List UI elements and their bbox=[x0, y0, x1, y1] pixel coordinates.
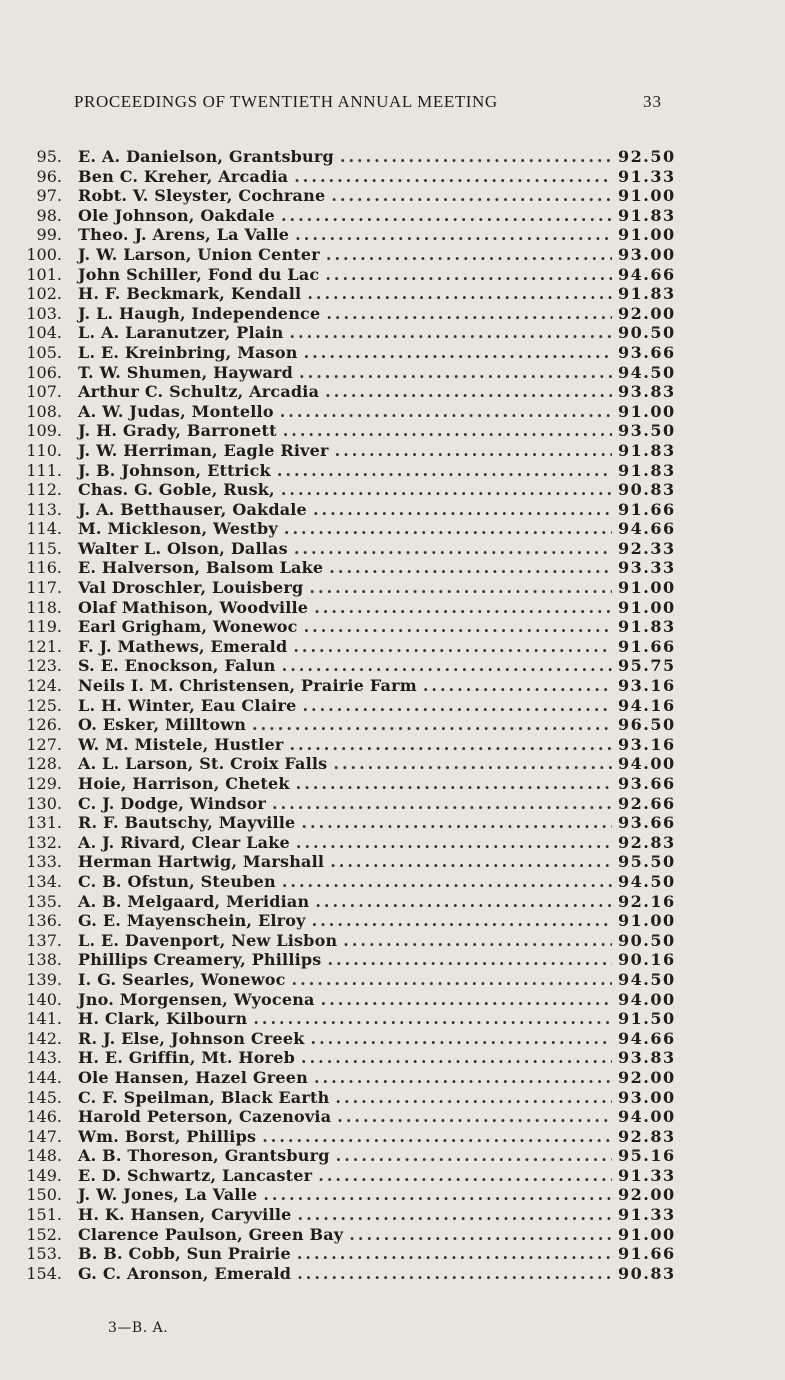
list-item bbox=[14, 833, 674, 853]
entry-number: 150. bbox=[26, 1185, 62, 1205]
list-item bbox=[14, 363, 674, 383]
dot-leader bbox=[281, 480, 612, 500]
dot-leader bbox=[331, 186, 612, 206]
list-item bbox=[14, 656, 674, 676]
dot-leader bbox=[292, 970, 612, 990]
list-item bbox=[14, 245, 674, 265]
list-item bbox=[14, 813, 674, 833]
list-item bbox=[14, 950, 674, 970]
entry-name: H. F. Beckmark, Kendall bbox=[78, 284, 302, 304]
entry-number: 98. bbox=[36, 205, 62, 225]
entry-name: Robt. V. Sleyster, Cochrane bbox=[78, 186, 326, 206]
dot-leader bbox=[336, 1146, 612, 1166]
dot-leader bbox=[280, 402, 612, 422]
entry-number: 140. bbox=[26, 989, 62, 1009]
entry-number: 117. bbox=[26, 578, 62, 598]
entry-score: 94.66 bbox=[618, 519, 676, 539]
entry-number: 106. bbox=[26, 362, 62, 382]
list-item bbox=[14, 304, 674, 324]
entry-number: 148. bbox=[26, 1146, 62, 1166]
entry-number: 129. bbox=[26, 774, 62, 793]
entry-score: 91.00 bbox=[618, 225, 676, 245]
entry-name: John Schiller, Fond du Lac bbox=[78, 264, 320, 284]
dot-leader bbox=[299, 363, 612, 383]
dot-leader bbox=[304, 617, 612, 637]
entry-score: 91.00 bbox=[618, 597, 676, 617]
dot-leader bbox=[326, 304, 612, 324]
entry-name: E. Halverson, Balsom Lake bbox=[78, 558, 324, 578]
entry-number: 105. bbox=[26, 342, 62, 362]
entry-score: 91.50 bbox=[618, 1009, 676, 1029]
entry-number: 100. bbox=[26, 244, 62, 264]
dot-leader bbox=[262, 1127, 612, 1147]
entry-number: 149. bbox=[26, 1165, 62, 1185]
entry-score: 94.16 bbox=[618, 695, 676, 715]
entry-score: 91.00 bbox=[618, 401, 676, 421]
entry-score: 91.83 bbox=[618, 205, 676, 225]
entry-score: 92.50 bbox=[618, 147, 676, 166]
entry-name: Earl Grigham, Wonewoc bbox=[78, 617, 298, 637]
entry-name: J. A. Betthauser, Oakdale bbox=[78, 499, 307, 519]
entry-score: 91.33 bbox=[618, 1205, 676, 1225]
entry-number: 146. bbox=[26, 1107, 62, 1127]
entry-score: 92.00 bbox=[618, 303, 676, 323]
list-item bbox=[14, 735, 674, 755]
entry-score: 90.16 bbox=[618, 950, 676, 970]
entry-score: 92.83 bbox=[618, 1126, 676, 1146]
entry-number: 127. bbox=[26, 734, 62, 754]
entry-number: 103. bbox=[26, 303, 62, 323]
entry-score: 92.16 bbox=[618, 891, 676, 911]
entry-score: 94.50 bbox=[618, 969, 676, 989]
list-item bbox=[14, 911, 674, 931]
entry-number: 109. bbox=[26, 421, 62, 441]
dot-leader bbox=[301, 813, 612, 833]
entry-name: R. F. Bautschy, Mayville bbox=[78, 813, 296, 833]
dot-leader bbox=[311, 1029, 612, 1049]
list-item bbox=[14, 265, 674, 285]
entry-number: 116. bbox=[26, 558, 62, 578]
entry-number: 110. bbox=[26, 440, 62, 460]
entry-number: 145. bbox=[26, 1087, 62, 1107]
entry-score: 93.66 bbox=[618, 813, 676, 833]
list-item bbox=[14, 480, 674, 500]
entry-number: 113. bbox=[26, 499, 62, 519]
entry-name: J. L. Haugh, Independence bbox=[78, 303, 321, 323]
dot-leader bbox=[297, 1264, 612, 1284]
dot-leader bbox=[309, 578, 612, 598]
entry-score: 91.83 bbox=[618, 440, 676, 460]
entry-name: Jno. Morgensen, Wyocena bbox=[78, 989, 315, 1009]
list-item bbox=[14, 1225, 674, 1245]
entry-score: 94.50 bbox=[618, 362, 676, 382]
list-item bbox=[14, 1107, 674, 1127]
entry-name: Ole Johnson, Oakdale bbox=[78, 205, 275, 225]
entry-name: Walter L. Olson, Dallas bbox=[78, 538, 288, 558]
dot-leader bbox=[313, 500, 612, 520]
entry-name: A. W. Judas, Montello bbox=[78, 401, 274, 421]
dot-leader bbox=[335, 1088, 612, 1108]
list-item bbox=[14, 637, 674, 657]
entry-score: 91.33 bbox=[618, 1165, 676, 1185]
entry-score: 93.50 bbox=[618, 421, 676, 441]
entry-name: L. E. Davenport, New Lisbon bbox=[78, 930, 338, 950]
entry-name: J. H. Grady, Barronett bbox=[78, 421, 277, 441]
list-item bbox=[14, 1127, 674, 1147]
entry-name: Wm. Borst, Phillips bbox=[78, 1126, 257, 1146]
entry-score: 91.33 bbox=[618, 166, 676, 186]
entry-score: 91.66 bbox=[618, 499, 676, 519]
entry-score: 91.66 bbox=[618, 1244, 676, 1264]
entry-number: 133. bbox=[26, 852, 62, 872]
entry-number: 131. bbox=[26, 813, 62, 833]
list-item bbox=[14, 1068, 674, 1088]
list-item bbox=[14, 676, 674, 696]
entry-number: 135. bbox=[26, 891, 62, 911]
entry-score: 96.50 bbox=[618, 715, 676, 735]
entry-score: 90.50 bbox=[618, 323, 676, 343]
list-item bbox=[14, 441, 674, 461]
entry-number: 128. bbox=[26, 754, 62, 774]
dot-leader bbox=[340, 147, 612, 167]
signature-mark: 3—B. A. bbox=[108, 1320, 169, 1336]
entry-number: 119. bbox=[26, 617, 62, 637]
dot-leader bbox=[283, 421, 612, 441]
entry-name: J. W. Larson, Union Center bbox=[78, 244, 320, 264]
entry-name: J. W. Jones, La Valle bbox=[78, 1185, 258, 1205]
dot-leader bbox=[314, 1068, 612, 1088]
list-item bbox=[14, 323, 674, 343]
entry-name: A. B. Thoreson, Grantsburg bbox=[78, 1146, 330, 1166]
list-item bbox=[14, 970, 674, 990]
dot-leader bbox=[314, 598, 612, 618]
entry-score: 91.00 bbox=[618, 186, 676, 206]
dot-leader bbox=[423, 676, 612, 696]
entry-number: 99. bbox=[36, 225, 62, 245]
entry-score: 91.66 bbox=[618, 636, 676, 656]
entry-score: 90.83 bbox=[618, 1263, 676, 1283]
entry-name: Theo. J. Arens, La Valle bbox=[78, 225, 290, 245]
list-item bbox=[14, 1009, 674, 1029]
list-item bbox=[14, 558, 674, 578]
entry-number: 154. bbox=[26, 1263, 62, 1283]
entry-number: 95. bbox=[36, 147, 62, 166]
dot-leader bbox=[304, 343, 612, 363]
entry-number: 132. bbox=[26, 832, 62, 852]
list-item bbox=[14, 872, 674, 892]
entry-score: 93.00 bbox=[618, 1087, 676, 1107]
entry-name: A. B. Melgaard, Meridian bbox=[78, 891, 310, 911]
entry-name: A. L. Larson, St. Croix Falls bbox=[78, 754, 328, 774]
list-item bbox=[14, 225, 674, 245]
dot-leader bbox=[326, 245, 612, 265]
entry-score: 92.66 bbox=[618, 793, 676, 813]
list-item bbox=[14, 754, 674, 774]
entry-number: 115. bbox=[26, 538, 62, 558]
dot-leader bbox=[349, 1225, 612, 1245]
entry-score: 94.66 bbox=[618, 264, 676, 284]
entry-name: M. Mickleson, Westby bbox=[78, 519, 278, 539]
entry-name: Ole Hansen, Hazel Green bbox=[78, 1067, 308, 1087]
entry-name: T. W. Shumen, Hayward bbox=[78, 362, 294, 382]
list-item bbox=[14, 1185, 674, 1205]
list-item bbox=[14, 206, 674, 226]
entry-number: 130. bbox=[26, 793, 62, 813]
list-item bbox=[14, 892, 674, 912]
entry-number: 147. bbox=[26, 1126, 62, 1146]
entry-score: 93.00 bbox=[618, 244, 676, 264]
entry-number: 125. bbox=[26, 695, 62, 715]
entry-name: H. E. Griffin, Mt. Horeb bbox=[78, 1048, 296, 1068]
list-item bbox=[14, 284, 674, 304]
list-item bbox=[14, 990, 674, 1010]
entry-number: 144. bbox=[26, 1067, 62, 1087]
entry-number: 114. bbox=[26, 519, 62, 539]
list-item bbox=[14, 167, 674, 187]
entry-number: 118. bbox=[26, 597, 62, 617]
entry-name: E. A. Danielson, Grantsburg bbox=[78, 147, 334, 166]
dot-leader bbox=[318, 1166, 612, 1186]
entry-number: 111. bbox=[26, 460, 62, 480]
list-item bbox=[14, 186, 674, 206]
entry-score: 95.16 bbox=[618, 1146, 676, 1166]
entry-score: 90.83 bbox=[618, 480, 676, 500]
entry-name: Olaf Mathison, Woodville bbox=[78, 597, 309, 617]
dot-leader bbox=[330, 852, 612, 872]
entry-number: 97. bbox=[36, 186, 62, 206]
dot-leader bbox=[301, 1048, 612, 1068]
running-head: PROCEEDINGS OF TWENTIETH ANNUAL MEETING bbox=[74, 92, 498, 111]
entry-score: 91.00 bbox=[618, 911, 676, 931]
entry-name: J. W. Herriman, Eagle River bbox=[78, 440, 329, 460]
entry-name: E. D. Schwartz, Lancaster bbox=[78, 1165, 313, 1185]
entry-score: 91.00 bbox=[618, 578, 676, 598]
list-item bbox=[14, 578, 674, 598]
entry-score: 93.66 bbox=[618, 342, 676, 362]
entry-name: G. E. Mayenschein, Elroy bbox=[78, 911, 306, 931]
entry-number: 96. bbox=[36, 166, 62, 186]
list-item bbox=[14, 382, 674, 402]
entry-number: 104. bbox=[26, 323, 62, 343]
dot-leader bbox=[329, 558, 612, 578]
dot-leader bbox=[282, 656, 612, 676]
dot-leader bbox=[284, 519, 612, 539]
list-item bbox=[14, 147, 674, 167]
entry-number: 107. bbox=[26, 382, 62, 402]
entry-name: Clarence Paulson, Green Bay bbox=[78, 1224, 344, 1244]
list-item bbox=[14, 343, 674, 363]
entry-score: 93.83 bbox=[618, 382, 676, 402]
list-item bbox=[14, 1146, 674, 1166]
list-item bbox=[14, 852, 674, 872]
entry-name: Herman Hartwig, Marshall bbox=[78, 852, 325, 872]
dot-leader bbox=[327, 950, 612, 970]
entry-number: 137. bbox=[26, 930, 62, 950]
entry-number: 101. bbox=[26, 264, 62, 284]
dot-leader bbox=[297, 1244, 612, 1264]
entry-score: 94.00 bbox=[618, 754, 676, 774]
dot-leader bbox=[312, 911, 612, 931]
dot-leader bbox=[333, 754, 612, 774]
list-item bbox=[14, 1048, 674, 1068]
dot-leader bbox=[296, 833, 612, 853]
entry-name: Ben C. Kreher, Arcadia bbox=[78, 166, 289, 186]
dot-leader bbox=[293, 637, 612, 657]
dot-leader bbox=[325, 382, 612, 402]
entry-name: R. J. Else, Johnson Creek bbox=[78, 1028, 305, 1048]
list-item bbox=[14, 1088, 674, 1108]
dot-leader bbox=[337, 1107, 612, 1127]
list-item bbox=[14, 1166, 674, 1186]
list-item bbox=[14, 774, 674, 794]
entry-score: 95.75 bbox=[618, 656, 676, 676]
dot-leader bbox=[282, 872, 612, 892]
entry-name: L. H. Winter, Eau Claire bbox=[78, 695, 297, 715]
entry-name: J. B. Johnson, Ettrick bbox=[78, 460, 271, 480]
entry-name: Val Droschler, Louisberg bbox=[78, 578, 304, 598]
list-item bbox=[14, 1205, 674, 1225]
entry-name: H. Clark, Kilbourn bbox=[78, 1009, 248, 1029]
entry-number: 136. bbox=[26, 911, 62, 931]
list-item bbox=[14, 500, 674, 520]
dot-leader bbox=[263, 1185, 612, 1205]
list-item bbox=[14, 715, 674, 735]
entry-score: 92.33 bbox=[618, 538, 676, 558]
entry-score: 93.16 bbox=[618, 734, 676, 754]
dot-leader bbox=[294, 539, 612, 559]
entry-number: 134. bbox=[26, 871, 62, 891]
dot-leader bbox=[343, 931, 612, 951]
entry-score: 90.50 bbox=[618, 930, 676, 950]
entry-name: Chas. G. Goble, Rusk, bbox=[78, 480, 275, 500]
entry-name: O. Esker, Milltown bbox=[78, 715, 247, 735]
dot-leader bbox=[298, 1205, 612, 1225]
entry-score: 93.66 bbox=[618, 774, 676, 793]
dot-leader bbox=[289, 323, 612, 343]
entry-name: L. A. Laranutzer, Plain bbox=[78, 323, 284, 343]
entry-number: 102. bbox=[26, 284, 62, 304]
entry-number: 141. bbox=[26, 1009, 62, 1029]
entry-name: H. K. Hansen, Caryville bbox=[78, 1205, 292, 1225]
entry-score: 92.00 bbox=[618, 1185, 676, 1205]
entry-name: Harold Peterson, Cazenovia bbox=[78, 1107, 332, 1127]
score-list bbox=[14, 147, 674, 1283]
list-item bbox=[14, 402, 674, 422]
dot-leader bbox=[321, 990, 612, 1010]
list-item bbox=[14, 539, 674, 559]
entry-name: C. J. Dodge, Windsor bbox=[78, 793, 266, 813]
entry-score: 92.00 bbox=[618, 1067, 676, 1087]
entry-name: B. B. Cobb, Sun Prairie bbox=[78, 1244, 291, 1264]
list-item bbox=[14, 1244, 674, 1264]
entry-score: 92.83 bbox=[618, 832, 676, 852]
entry-name: Phillips Creamery, Phillips bbox=[78, 950, 322, 970]
dot-leader bbox=[281, 206, 612, 226]
dot-leader bbox=[295, 225, 612, 245]
entry-name: Neils I. M. Christensen, Prairie Farm bbox=[78, 676, 417, 696]
dot-leader bbox=[325, 265, 612, 285]
entry-number: 142. bbox=[26, 1028, 62, 1048]
entry-name: A. J. Rivard, Clear Lake bbox=[78, 832, 290, 852]
entry-number: 151. bbox=[26, 1205, 62, 1225]
list-item bbox=[14, 696, 674, 716]
entry-number: 123. bbox=[26, 656, 62, 676]
list-item bbox=[14, 421, 674, 441]
entry-name: G. C. Aronson, Emerald bbox=[78, 1263, 292, 1283]
dot-leader bbox=[272, 794, 612, 814]
dot-leader bbox=[289, 735, 612, 755]
entry-number: 152. bbox=[26, 1224, 62, 1244]
entry-score: 93.83 bbox=[618, 1048, 676, 1068]
entry-number: 121. bbox=[26, 636, 62, 656]
entry-name: L. E. Kreinbring, Mason bbox=[78, 342, 298, 362]
dot-leader bbox=[296, 774, 612, 794]
list-item bbox=[14, 1029, 674, 1049]
entry-number: 126. bbox=[26, 715, 62, 735]
entry-score: 91.83 bbox=[618, 617, 676, 637]
entry-score: 91.83 bbox=[618, 284, 676, 304]
entry-score: 94.66 bbox=[618, 1028, 676, 1048]
entry-score: 93.16 bbox=[618, 676, 676, 696]
list-item bbox=[14, 519, 674, 539]
entry-number: 124. bbox=[26, 676, 62, 696]
entry-score: 94.50 bbox=[618, 871, 676, 891]
list-item bbox=[14, 1264, 674, 1284]
entry-name: F. J. Mathews, Emerald bbox=[78, 636, 288, 656]
entry-number: 138. bbox=[26, 950, 62, 970]
entry-name: W. M. Mistele, Hustler bbox=[78, 734, 284, 754]
entry-number: 108. bbox=[26, 401, 62, 421]
list-item bbox=[14, 794, 674, 814]
list-item bbox=[14, 617, 674, 637]
list-item bbox=[14, 931, 674, 951]
entry-score: 94.00 bbox=[618, 1107, 676, 1127]
dot-leader bbox=[277, 461, 612, 481]
dot-leader bbox=[315, 892, 612, 912]
list-item bbox=[14, 461, 674, 481]
entry-number: 143. bbox=[26, 1048, 62, 1068]
dot-leader bbox=[252, 715, 612, 735]
entry-score: 93.33 bbox=[618, 558, 676, 578]
entry-score: 91.00 bbox=[618, 1224, 676, 1244]
dot-leader bbox=[302, 696, 612, 716]
entry-number: 139. bbox=[26, 969, 62, 989]
entry-name: I. G. Searles, Wonewoc bbox=[78, 969, 286, 989]
entry-name: Arthur C. Schultz, Arcadia bbox=[78, 382, 320, 402]
entry-name: S. E. Enockson, Falun bbox=[78, 656, 276, 676]
dot-leader bbox=[307, 284, 612, 304]
dot-leader bbox=[335, 441, 612, 461]
page-number: 33 bbox=[643, 92, 662, 111]
entry-score: 95.50 bbox=[618, 852, 676, 872]
dot-leader bbox=[294, 167, 612, 187]
entry-number: 112. bbox=[26, 480, 62, 500]
dot-leader bbox=[253, 1009, 612, 1029]
entry-name: C. F. Speilman, Black Earth bbox=[78, 1087, 330, 1107]
list-item bbox=[14, 598, 674, 618]
entry-score: 94.00 bbox=[618, 989, 676, 1009]
entry-name: Hoie, Harrison, Chetek bbox=[78, 774, 290, 793]
entry-name: C. B. Ofstun, Steuben bbox=[78, 871, 276, 891]
entry-number: 153. bbox=[26, 1244, 62, 1264]
entry-score: 91.83 bbox=[618, 460, 676, 480]
